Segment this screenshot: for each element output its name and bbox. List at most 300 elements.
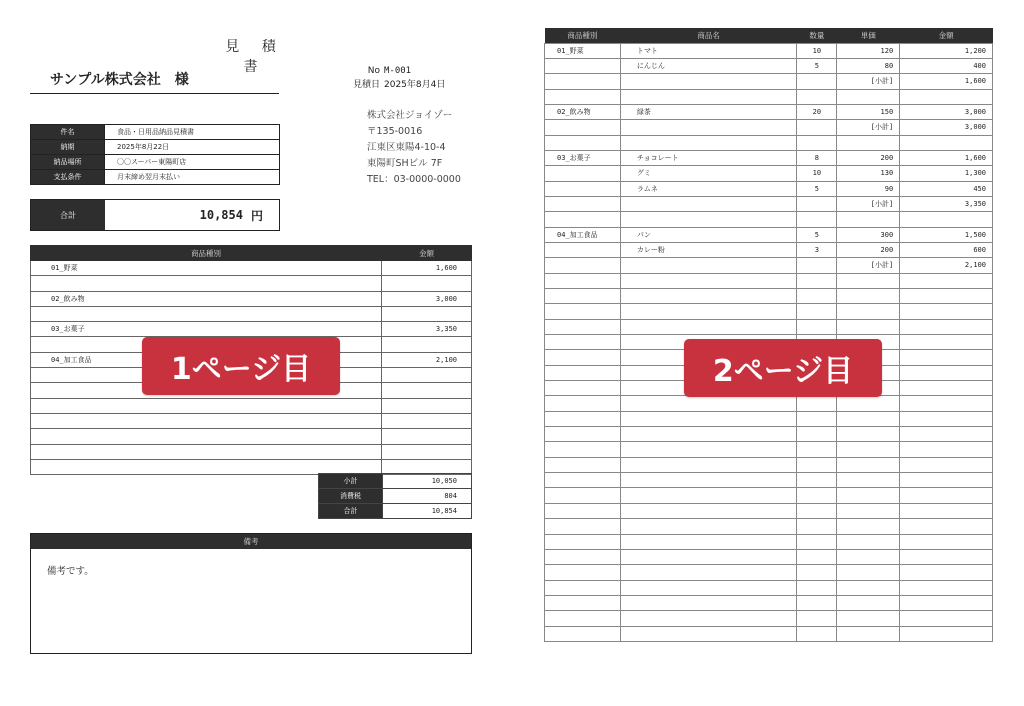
detail-qty-cell — [797, 289, 837, 304]
detail-item-cell: チョコレート — [620, 150, 797, 165]
detail-row — [545, 273, 993, 288]
category-amount-cell — [382, 368, 472, 383]
detail-price-cell — [837, 427, 900, 442]
detail-category-cell — [545, 473, 621, 488]
detail-price-cell — [837, 611, 900, 626]
detail-price-cell — [837, 319, 900, 334]
detail-category-cell — [545, 488, 621, 503]
detail-row — [545, 427, 993, 442]
detail-price-cell — [837, 457, 900, 472]
detail-qty-cell — [797, 89, 837, 104]
summary-row — [319, 474, 472, 489]
detail-amount-cell — [900, 212, 993, 227]
detail-row — [545, 442, 993, 457]
detail-row — [545, 212, 993, 227]
detail-item-cell — [620, 273, 797, 288]
detail-amount-cell — [900, 488, 993, 503]
category-cell — [31, 413, 382, 428]
detail-qty-cell — [797, 488, 837, 503]
info-row — [31, 155, 280, 170]
category-row — [31, 429, 472, 444]
detail-qty-cell — [797, 427, 837, 442]
detail-amount-cell — [900, 580, 993, 595]
detail-amount-cell — [900, 365, 993, 380]
category-amount-cell — [382, 444, 472, 459]
detail-price-cell: 300 — [837, 227, 900, 242]
detail-amount-cell — [900, 304, 993, 319]
detail-price-cell: 130 — [837, 166, 900, 181]
detail-price-cell — [837, 396, 900, 411]
detail-item-cell: カレー粉 — [620, 242, 797, 257]
detail-category-cell — [545, 335, 621, 350]
detail-item-cell — [620, 611, 797, 626]
detail-item-cell — [620, 626, 797, 641]
category-cell — [31, 276, 382, 291]
remarks-box — [30, 533, 472, 654]
detail-row — [545, 258, 993, 273]
category-cell: 04_加工食品 — [31, 352, 382, 367]
category-row — [31, 322, 472, 337]
detail-row — [545, 58, 993, 73]
detail-qty-cell — [797, 580, 837, 595]
detail-row — [545, 150, 993, 165]
detail-category-cell — [545, 396, 621, 411]
detail-row — [545, 549, 993, 564]
detail-header-item: 商品名 — [620, 28, 797, 43]
detail-price-cell — [837, 411, 900, 426]
detail-amount-cell — [900, 595, 993, 610]
detail-category-cell — [545, 442, 621, 457]
detail-amount-cell — [900, 350, 993, 365]
detail-amount-cell: 1,500 — [900, 227, 993, 242]
info-value: 2025年8月22日 — [105, 140, 280, 155]
category-row — [31, 261, 472, 276]
detail-category-cell — [545, 365, 621, 380]
detail-qty-cell — [797, 565, 837, 580]
detail-qty-cell — [797, 626, 837, 641]
detail-price-cell — [837, 488, 900, 503]
detail-item-cell — [620, 74, 797, 89]
category-amount-cell — [382, 337, 472, 352]
detail-price-cell — [837, 519, 900, 534]
detail-price-cell: 200 — [837, 150, 900, 165]
detail-amount-cell — [900, 381, 993, 396]
category-amount-cell — [382, 398, 472, 413]
summary-table — [318, 473, 472, 519]
detail-amount-cell — [900, 89, 993, 104]
company-zip: 〒135-0016 — [367, 126, 423, 137]
detail-row — [545, 242, 993, 257]
detail-row — [545, 473, 993, 488]
detail-category-cell — [545, 549, 621, 564]
category-amount-cell: 1,600 — [382, 261, 472, 276]
info-value: 月末締め翌月末払い — [105, 170, 280, 185]
info-row — [31, 140, 280, 155]
summary-label: 消費税 — [319, 489, 383, 504]
detail-row — [545, 565, 993, 580]
detail-category-cell — [545, 626, 621, 641]
detail-category-cell — [545, 258, 621, 273]
category-cell — [31, 444, 382, 459]
remarks-header: 備考 — [31, 534, 471, 549]
detail-row — [545, 120, 993, 135]
detail-amount-cell: 600 — [900, 242, 993, 257]
estimate-no-value: M-001 — [384, 66, 412, 76]
detail-category-cell — [545, 381, 621, 396]
detail-category-cell — [545, 89, 621, 104]
page2-badge: 2ページ目 — [684, 339, 882, 397]
detail-row — [545, 534, 993, 549]
info-row — [31, 170, 280, 185]
category-cell — [31, 306, 382, 321]
category-header: 商品種別 — [31, 246, 382, 261]
detail-amount-cell — [900, 534, 993, 549]
category-cell — [31, 398, 382, 413]
detail-qty-cell — [797, 319, 837, 334]
category-amount-cell — [382, 276, 472, 291]
category-row — [31, 306, 472, 321]
detail-item-cell — [620, 135, 797, 150]
detail-item-cell: グミ — [620, 166, 797, 181]
detail-amount-cell — [900, 319, 993, 334]
estimate-date-value: 2025年8月4日 — [384, 80, 446, 90]
detail-item-cell: パン — [620, 227, 797, 242]
detail-amount-cell — [900, 549, 993, 564]
client-name: サンプル株式会社 様 — [30, 70, 279, 94]
detail-item-cell: 緑茶 — [620, 104, 797, 119]
detail-row — [545, 396, 993, 411]
detail-item-cell — [620, 565, 797, 580]
detail-category-cell — [545, 565, 621, 580]
category-amount-cell — [382, 306, 472, 321]
detail-amount-cell: 3,350 — [900, 196, 993, 211]
detail-qty-cell — [797, 549, 837, 564]
detail-qty-cell — [797, 457, 837, 472]
grand-total-box — [30, 199, 280, 231]
detail-item-cell — [620, 289, 797, 304]
estimate-no-label: No — [367, 66, 380, 76]
detail-item-cell — [620, 473, 797, 488]
detail-amount-cell: 1,200 — [900, 43, 993, 58]
category-amount-cell: 2,100 — [382, 352, 472, 367]
document-title: 見 積 書 — [225, 39, 285, 75]
estimate-date-label: 見積日 — [352, 80, 380, 90]
company-tel: TEL：03-0000-0000 — [367, 174, 461, 185]
detail-qty-cell — [797, 595, 837, 610]
detail-item-cell — [620, 411, 797, 426]
detail-row — [545, 626, 993, 641]
detail-category-cell — [545, 212, 621, 227]
detail-amount-cell: 3,000 — [900, 120, 993, 135]
detail-row — [545, 135, 993, 150]
detail-price-cell — [837, 135, 900, 150]
detail-qty-cell — [797, 273, 837, 288]
detail-item-cell — [620, 196, 797, 211]
grand-total-unit: 円 — [250, 208, 263, 223]
detail-item-cell — [620, 396, 797, 411]
detail-header-price: 単価 — [837, 28, 900, 43]
issuer-company — [367, 108, 461, 188]
company-address1: 江東区東陽4-10-4 — [367, 142, 446, 153]
detail-qty-cell — [797, 120, 837, 135]
detail-price-cell: 150 — [837, 104, 900, 119]
detail-category-cell: 01_野菜 — [545, 43, 621, 58]
detail-qty-cell — [797, 74, 837, 89]
detail-category-cell: 03_お菓子 — [545, 150, 621, 165]
detail-item-cell — [620, 580, 797, 595]
estimate-info-table — [30, 124, 280, 185]
detail-price-cell — [837, 549, 900, 564]
detail-category-cell — [545, 595, 621, 610]
category-row — [31, 398, 472, 413]
detail-item-cell — [620, 427, 797, 442]
detail-price-cell — [837, 534, 900, 549]
detail-qty-cell: 5 — [797, 227, 837, 242]
detail-qty-cell — [797, 503, 837, 518]
detail-row — [545, 304, 993, 319]
page1-badge: 1ページ目 — [142, 337, 340, 395]
detail-qty-cell — [797, 212, 837, 227]
detail-category-cell — [545, 350, 621, 365]
detail-amount-cell — [900, 473, 993, 488]
detail-amount-cell — [900, 503, 993, 518]
detail-amount-cell — [900, 626, 993, 641]
detail-row — [545, 289, 993, 304]
detail-category-cell — [545, 135, 621, 150]
detail-category-cell — [545, 181, 621, 196]
detail-item-cell: トマト — [620, 43, 797, 58]
detail-price-cell — [837, 595, 900, 610]
detail-qty-cell: 3 — [797, 242, 837, 257]
summary-row — [319, 504, 472, 519]
detail-category-cell — [545, 196, 621, 211]
detail-price-cell — [837, 503, 900, 518]
detail-row — [545, 580, 993, 595]
detail-price-cell: [小計] — [837, 258, 900, 273]
detail-price-cell — [837, 565, 900, 580]
detail-price-cell — [837, 212, 900, 227]
detail-row — [545, 181, 993, 196]
detail-row — [545, 319, 993, 334]
info-label: 納品場所 — [31, 155, 105, 170]
detail-item-cell — [620, 595, 797, 610]
detail-amount-cell — [900, 396, 993, 411]
detail-price-cell: [小計] — [837, 120, 900, 135]
detail-amount-cell — [900, 457, 993, 472]
detail-amount-cell — [900, 427, 993, 442]
detail-amount-cell — [900, 335, 993, 350]
category-amount-cell: 3,000 — [382, 291, 472, 306]
detail-qty-cell — [797, 196, 837, 211]
category-row — [31, 276, 472, 291]
detail-header-category: 商品種別 — [545, 28, 621, 43]
detail-qty-cell — [797, 304, 837, 319]
detail-qty-cell: 10 — [797, 166, 837, 181]
category-cell: 03_お菓子 — [31, 322, 382, 337]
detail-amount-cell: 450 — [900, 181, 993, 196]
summary-value: 804 — [383, 489, 472, 504]
detail-category-cell — [545, 58, 621, 73]
detail-amount-cell: 1,600 — [900, 150, 993, 165]
detail-category-cell — [545, 242, 621, 257]
detail-category-cell — [545, 519, 621, 534]
detail-category-cell — [545, 166, 621, 181]
detail-qty-cell: 5 — [797, 58, 837, 73]
detail-item-cell — [620, 212, 797, 227]
category-amount-cell — [382, 413, 472, 428]
detail-qty-cell — [797, 473, 837, 488]
remarks-body: 備考です。 — [47, 566, 94, 577]
detail-price-cell: 80 — [837, 58, 900, 73]
detail-row — [545, 196, 993, 211]
detail-qty-cell — [797, 534, 837, 549]
detail-row — [545, 227, 993, 242]
detail-category-cell — [545, 457, 621, 472]
detail-item-cell: にんじん — [620, 58, 797, 73]
grand-total-value — [105, 200, 279, 230]
detail-amount-cell — [900, 611, 993, 626]
detail-amount-cell: 2,100 — [900, 258, 993, 273]
detail-amount-cell: 1,300 — [900, 166, 993, 181]
detail-price-cell — [837, 304, 900, 319]
detail-category-cell — [545, 611, 621, 626]
info-value: 食品・日用品納品見積書 — [105, 125, 280, 140]
grand-total-amount: 10,854 — [199, 208, 243, 222]
detail-amount-cell — [900, 273, 993, 288]
category-row — [31, 291, 472, 306]
summary-row — [319, 489, 472, 504]
detail-item-cell — [620, 319, 797, 334]
detail-price-cell — [837, 442, 900, 457]
detail-row — [545, 74, 993, 89]
detail-category-cell — [545, 120, 621, 135]
detail-item-cell — [620, 534, 797, 549]
detail-row — [545, 503, 993, 518]
detail-row — [545, 104, 993, 119]
detail-row — [545, 519, 993, 534]
detail-qty-cell — [797, 519, 837, 534]
detail-price-cell: [小計] — [837, 74, 900, 89]
detail-item-cell — [620, 503, 797, 518]
detail-qty-cell — [797, 135, 837, 150]
detail-category-cell — [545, 580, 621, 595]
detail-row — [545, 166, 993, 181]
detail-amount-cell — [900, 135, 993, 150]
detail-item-cell — [620, 488, 797, 503]
detail-price-cell — [837, 626, 900, 641]
detail-price-cell — [837, 580, 900, 595]
detail-qty-cell — [797, 442, 837, 457]
detail-qty-cell — [797, 396, 837, 411]
detail-category-cell — [545, 534, 621, 549]
detail-amount-cell — [900, 411, 993, 426]
detail-qty-cell — [797, 258, 837, 273]
category-cell: 02_飲み物 — [31, 291, 382, 306]
category-amount-cell — [382, 429, 472, 444]
detail-header-qty: 数量 — [797, 28, 837, 43]
category-row — [31, 413, 472, 428]
detail-price-cell: 90 — [837, 181, 900, 196]
detail-item-cell — [620, 549, 797, 564]
amount-header: 金額 — [382, 246, 472, 261]
detail-category-cell — [545, 411, 621, 426]
detail-amount-cell — [900, 519, 993, 534]
info-value: 〇〇スーパー東陽町店 — [105, 155, 280, 170]
detail-item-cell — [620, 457, 797, 472]
summary-value: 10,854 — [383, 504, 472, 519]
detail-price-cell: [小計] — [837, 196, 900, 211]
detail-row — [545, 611, 993, 626]
detail-price-cell — [837, 89, 900, 104]
detail-table — [544, 28, 993, 642]
detail-price-cell: 120 — [837, 43, 900, 58]
detail-category-cell — [545, 427, 621, 442]
detail-item-cell — [620, 120, 797, 135]
detail-amount-cell: 400 — [900, 58, 993, 73]
detail-row — [545, 457, 993, 472]
detail-amount-cell — [900, 442, 993, 457]
detail-amount-cell: 1,600 — [900, 74, 993, 89]
grand-total-label: 合計 — [31, 200, 105, 230]
detail-row — [545, 411, 993, 426]
detail-amount-cell: 3,000 — [900, 104, 993, 119]
info-label: 件名 — [31, 125, 105, 140]
detail-header-amount: 金額 — [900, 28, 993, 43]
estimate-meta — [350, 64, 445, 92]
detail-category-cell: 04_加工食品 — [545, 227, 621, 242]
category-cell — [31, 429, 382, 444]
info-label: 納期 — [31, 140, 105, 155]
detail-row — [545, 89, 993, 104]
detail-item-cell — [620, 442, 797, 457]
detail-category-cell — [545, 319, 621, 334]
info-row — [31, 125, 280, 140]
detail-category-cell — [545, 289, 621, 304]
detail-qty-cell — [797, 411, 837, 426]
summary-value: 10,050 — [383, 474, 472, 489]
summary-label: 合計 — [319, 504, 383, 519]
detail-item-cell — [620, 89, 797, 104]
detail-category-cell — [545, 304, 621, 319]
detail-price-cell — [837, 473, 900, 488]
category-amount-cell — [382, 383, 472, 398]
detail-qty-cell: 20 — [797, 104, 837, 119]
detail-qty-cell — [797, 611, 837, 626]
detail-amount-cell — [900, 565, 993, 580]
detail-category-cell: 02_飲み物 — [545, 104, 621, 119]
info-label: 支払条件 — [31, 170, 105, 185]
detail-category-cell — [545, 273, 621, 288]
detail-price-cell — [837, 289, 900, 304]
detail-row — [545, 595, 993, 610]
detail-item-cell: ラムネ — [620, 181, 797, 196]
detail-price-cell: 200 — [837, 242, 900, 257]
detail-price-cell — [837, 273, 900, 288]
detail-item-cell — [620, 258, 797, 273]
company-name: 株式会社ジョイゾー — [367, 110, 453, 121]
detail-category-cell — [545, 74, 621, 89]
detail-row — [545, 43, 993, 58]
detail-qty-cell: 8 — [797, 150, 837, 165]
category-cell: 01_野菜 — [31, 261, 382, 276]
detail-qty-cell: 10 — [797, 43, 837, 58]
detail-amount-cell — [900, 289, 993, 304]
detail-qty-cell: 5 — [797, 181, 837, 196]
summary-label: 小計 — [319, 474, 383, 489]
category-amount-cell: 3,350 — [382, 322, 472, 337]
detail-category-cell — [545, 503, 621, 518]
detail-item-cell — [620, 519, 797, 534]
